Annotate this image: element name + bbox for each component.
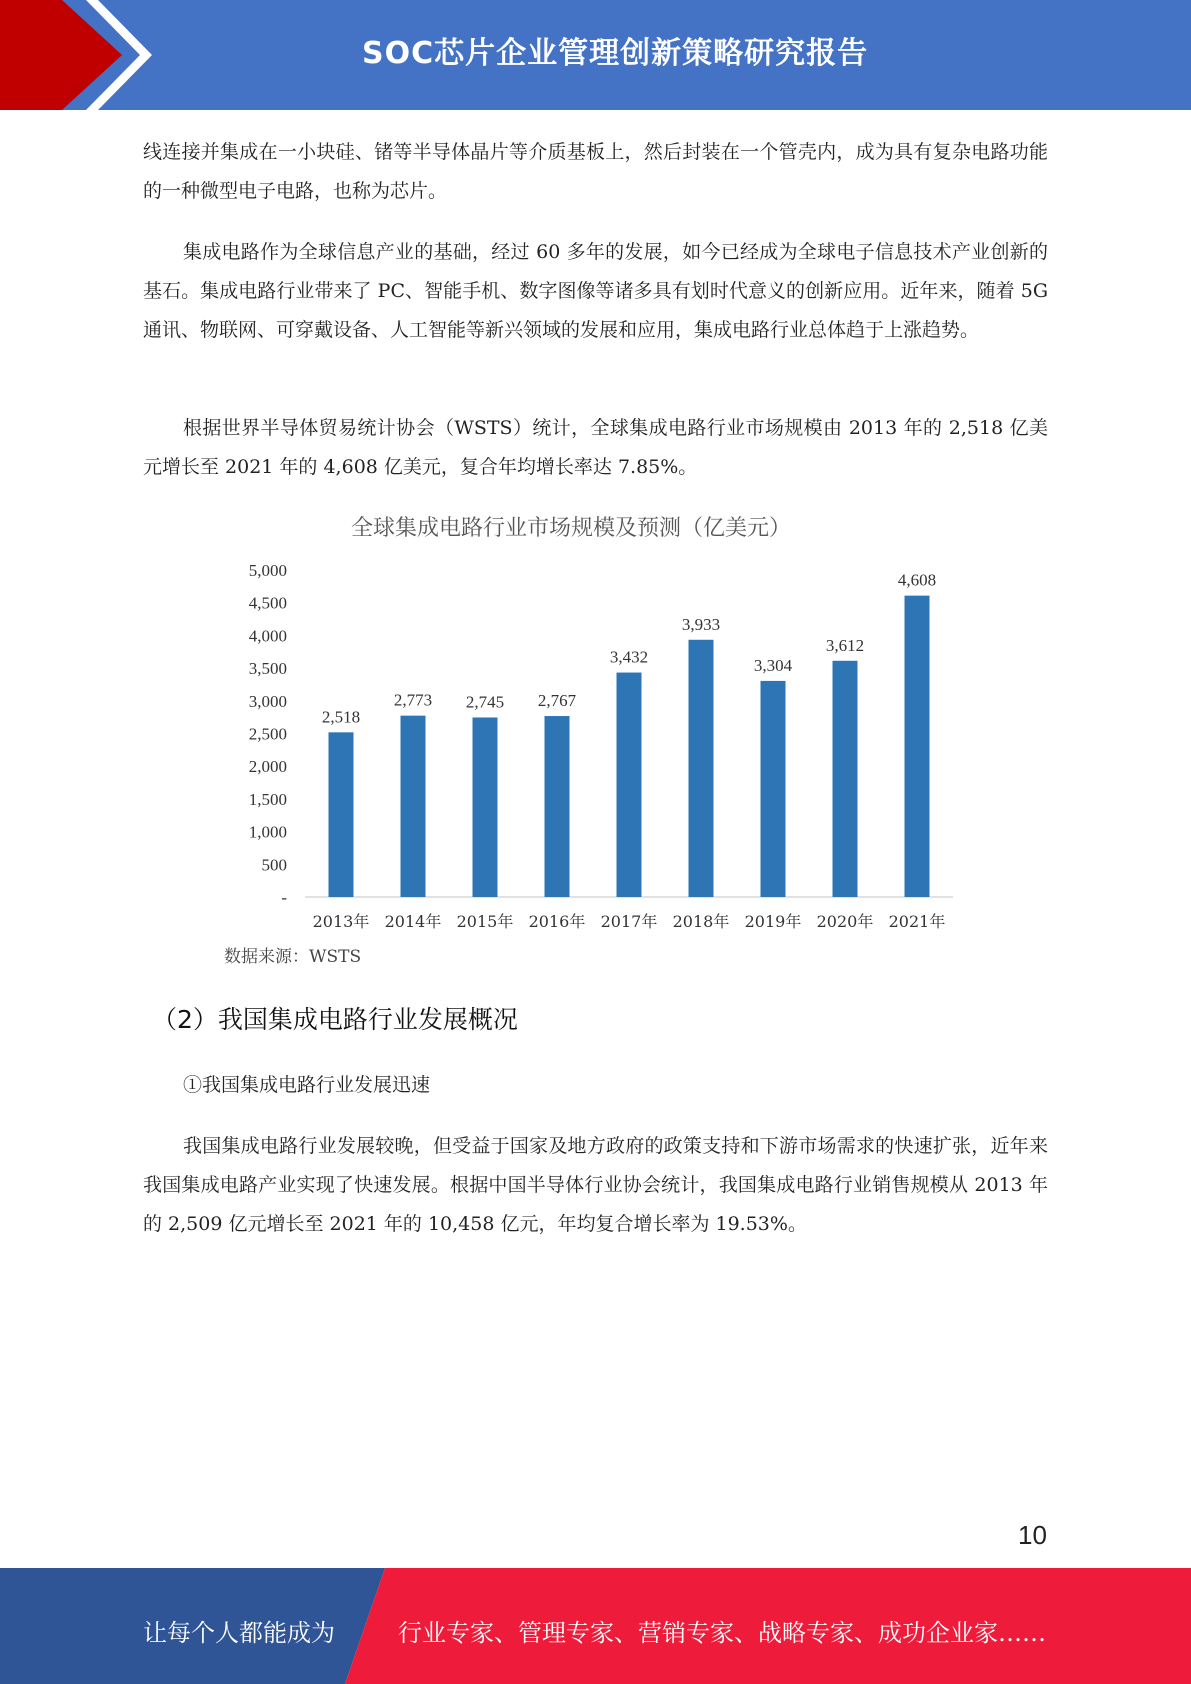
x-tick-label: 2015年 xyxy=(456,912,514,931)
y-tick-label: 4,000 xyxy=(248,626,287,646)
y-tick-label: 2,500 xyxy=(248,724,287,744)
section-heading: （2）我国集成电路行业发展概况 xyxy=(152,1005,518,1034)
data-label: 3,933 xyxy=(681,614,721,634)
y-tick-label: 4,500 xyxy=(248,593,287,613)
x-tick-label: 2019年 xyxy=(744,912,802,931)
bar xyxy=(401,716,426,897)
bar xyxy=(761,681,786,897)
paragraph-wsts-stats: 根据世界半导体贸易统计协会（WSTS）统计，全球集成电路行业市场规模由 2013 年的 2,518 亿美元增长至 2021 年的 4,608 亿美元，复合年均增长率达 7.85%。 xyxy=(143,417,1048,478)
y-tick-label: 1,000 xyxy=(248,822,287,842)
x-tick-label: 2021年 xyxy=(888,912,946,931)
data-label: 2,773 xyxy=(393,690,433,710)
footer-slogan-right: 行业专家、管理专家、营销专家、战略专家、成功企业家…… xyxy=(398,1619,1046,1647)
bar xyxy=(545,716,570,897)
market-size-bar-chart xyxy=(225,550,965,935)
page-number: 10 xyxy=(1018,1520,1047,1550)
x-tick-label: 2017年 xyxy=(600,912,658,931)
x-tick-label: 2018年 xyxy=(672,912,730,931)
sub-heading: ①我国集成电路行业发展迅速 xyxy=(183,1074,431,1096)
data-label: 2,767 xyxy=(537,691,577,711)
bar xyxy=(689,640,714,897)
x-tick-label: 2016年 xyxy=(528,912,586,931)
y-tick-label: 3,000 xyxy=(248,691,287,711)
bar xyxy=(473,717,498,897)
footer-slogan-left: 让每个人都能成为 xyxy=(143,1619,335,1647)
bar xyxy=(617,673,642,897)
data-label: 2,745 xyxy=(465,692,505,712)
bar xyxy=(833,661,858,897)
x-tick-label: 2013年 xyxy=(312,912,370,931)
data-label: 3,432 xyxy=(609,647,649,667)
chart-source: 数据来源：WSTS xyxy=(224,947,362,967)
data-label: 4,608 xyxy=(897,570,937,590)
y-tick-label: 500 xyxy=(261,855,287,875)
data-label: 3,612 xyxy=(825,635,865,655)
bar xyxy=(329,732,354,897)
paragraph-chip-definition: 线连接并集成在一小块硅、锗等半导体晶片等介质基板上，然后封装在一个管壳内，成为具有复杂电路功能的一种微型电子电路，也称为芯片。 xyxy=(143,141,1048,202)
y-tick-label: 5,000 xyxy=(248,561,287,580)
data-label: 2,518 xyxy=(321,707,361,727)
y-tick-label: 3,500 xyxy=(248,659,287,679)
data-label: 3,304 xyxy=(753,655,793,675)
y-tick-label: 2,000 xyxy=(248,757,287,777)
y-tick-label: - xyxy=(281,888,287,907)
page-header xyxy=(0,0,1191,110)
chart-title: 全球集成电路行业市场规模及预测（亿美元） xyxy=(351,516,792,541)
report-title: SOC芯片企业管理创新策略研究报告 xyxy=(362,36,869,71)
page-footer xyxy=(0,1568,1191,1684)
y-tick-label: 1,500 xyxy=(248,789,287,809)
x-tick-label: 2014年 xyxy=(384,912,442,931)
paragraph-china-industry: 我国集成电路行业发展较晚，但受益于国家及地方政府的政策支持和下游市场需求的快速扩张，近年来我国集成电路产业实现了快速发展。根据中国半导体行业协会统计，我国集成电路行业销售规模从 2013 年的 2,509 亿元增长至 2021 年的 10,458 亿元，年均复合增长率为 19.53%。 xyxy=(143,1135,1048,1235)
paragraph-industry-basis: 集成电路作为全球信息产业的基础，经过 60 多年的发展，如今已经成为全球电子信息技术产业创新的基石。集成电路行业带来了 PC、智能手机、数字图像等诸多具有划时代意义的创新应用。近年来，随着 5G 通讯、物联网、可穿戴设备、人工智能等新兴领域的发展和应用，集成电路行业总体趋于上涨趋势。 xyxy=(143,241,1048,341)
bar xyxy=(905,596,930,897)
x-tick-label: 2020年 xyxy=(816,912,874,931)
